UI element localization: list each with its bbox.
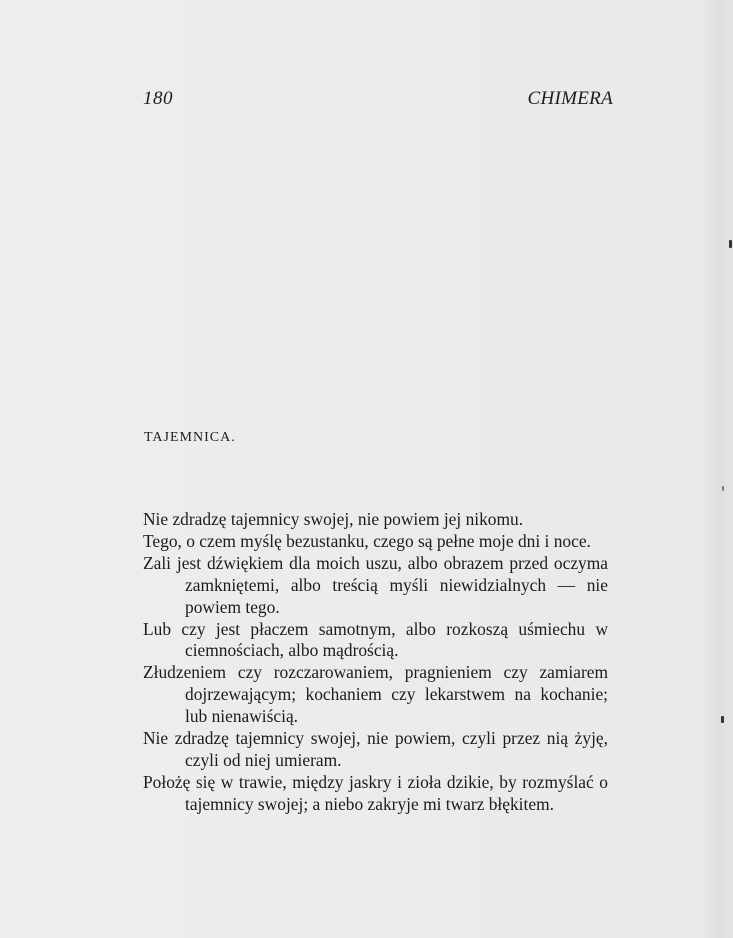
scan-speck bbox=[729, 240, 732, 248]
poem-verse: Nie zdradzę tajemnicy swojej, nie powiem, czyli przez nią żyję, czyli od niej umieram. bbox=[143, 728, 608, 770]
poem-verse: Złudzeniem czy rozczarowaniem, pragnieniem czy zamiarem dojrzewającym; kochaniem czy lekarstwem na kochanie; lub nienawiścią. bbox=[143, 662, 608, 727]
poem-verse: Położę się w trawie, między jaskry i zioła dzikie, by rozmyślać o tajemnicy swojej; a niebo zakryje mi twarz błękitem. bbox=[143, 771, 608, 814]
scan-speck bbox=[721, 716, 724, 723]
poem-verse: Nie zdradzę tajemnicy swojej, nie powiem jej nikomu. bbox=[143, 509, 524, 529]
running-title: CHIMERA bbox=[527, 88, 613, 109]
poem-verse: Zali jest dźwiękiem dla moich uszu, albo obrazem przed oczyma zamkniętemi, albo treścią myśli niewidzialnych — nie powiem tego. bbox=[143, 552, 608, 617]
poem-verse: Tego, o czem myślę bezustanku, czego są pełne moje dni i noce. bbox=[143, 530, 591, 551]
poem-verse: Lub czy jest płaczem samotnym, albo rozkoszą uśmiechu w ciemnościach, albo mądrością. bbox=[143, 618, 608, 661]
scan-speck bbox=[722, 486, 724, 491]
poem-body bbox=[143, 509, 608, 816]
poem-title: TAJEMNICA. bbox=[144, 430, 236, 445]
running-head bbox=[143, 88, 613, 114]
page-number: 180 bbox=[143, 88, 173, 109]
